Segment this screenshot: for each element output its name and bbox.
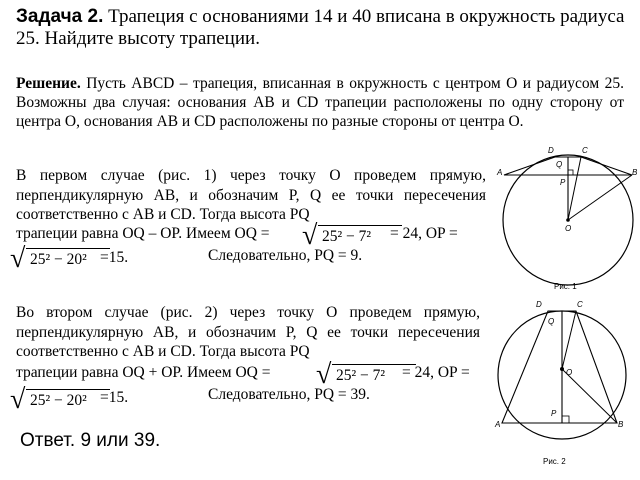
problem-label: Задача 2. [16, 6, 104, 27]
fig2-center [560, 367, 564, 371]
fig2-radius-ob [562, 369, 617, 423]
problem-statement [16, 6, 626, 50]
case2-paragraph: Во втором случае (рис. 2) через точку O проведем прямую, перпендикулярную AB, и обозначим P, Q ее точки пересечения соответственно с AB и CD. Тогда высота PQ [16, 304, 480, 360]
fig2-right-angle [562, 416, 569, 423]
fig2-label-o: O [566, 368, 573, 377]
fig1-label-o: O [565, 224, 572, 233]
solution-intro [16, 74, 624, 131]
fig1-radius-oc [568, 157, 581, 220]
solution-label: Решение. [16, 75, 81, 92]
fig1-label-c: C [582, 146, 588, 155]
case1-line5-b: =15. [100, 249, 129, 266]
fig1-radius-ob [568, 175, 632, 220]
answer: Ответ. 9 или 39. [20, 430, 161, 451]
fig2-label-q: Q [548, 317, 555, 326]
case1-conclusion: Следовательно, PQ = 9. [208, 247, 363, 264]
fig2-caption: Рис. 2 [543, 457, 566, 466]
fig2-radius-oc [562, 311, 576, 369]
fig1-center [566, 218, 570, 222]
fig1-label-b: B [632, 168, 638, 177]
case1-paragraph: В первом случае (рис. 1) через точку O проведем прямую, перпендикулярную AB, и обозначим P, Q ее точки пересечения соответственно с AB и CD. Тогда высота PQ [16, 167, 486, 223]
case1-line4-b: = 24, OP = [390, 225, 458, 242]
fig1-label-p: P [560, 178, 566, 187]
case2-line5-b: =15. [100, 389, 129, 406]
formula-oq-2: 25² − 7² [336, 367, 386, 384]
case2-line4-a: трапеции равна OQ + OP. Имеем OQ = [16, 364, 271, 381]
formula-op: 25² − 20² [30, 251, 87, 268]
case2-conclusion: Следовательно, PQ = 39. [208, 386, 370, 403]
fig2-label-a: A [495, 420, 501, 429]
case2-line4-b: = 24, OP = [402, 364, 470, 381]
fig1-right-angle [568, 170, 573, 175]
fig1-label-d: D [548, 146, 554, 155]
formula-oq: 25² − 7² [322, 228, 372, 245]
fig1-caption: Рис. 1 [554, 282, 577, 291]
fig2-label-c: C [577, 300, 583, 309]
fig2-label-p: P [551, 409, 557, 418]
fig2-label-d: D [536, 300, 542, 309]
figure-1 [496, 140, 640, 300]
fig1-label-a: A [497, 168, 503, 177]
fig1-label-q: Q [556, 160, 563, 169]
fig2-label-b: B [618, 420, 624, 429]
formula-op-2: 25² − 20² [30, 392, 87, 409]
figure-2 [488, 292, 640, 480]
case1-line4-a: трапеции равна OQ – OP. Имеем OQ = [16, 225, 270, 242]
problem-text: Трапеция с основаниями 14 и 40 вписана в окружность радиуса 25. Найдите высоту трапеции. [16, 6, 625, 49]
solution-text: Пусть ABCD – трапеция, вписанная в окружность с центром O и радиусом 25. Возможны два случая: основания AB и CD трапеции расположены по одну сторону от центра O, основания AB и CD расположены по разные стороны от центра O. [16, 75, 625, 130]
